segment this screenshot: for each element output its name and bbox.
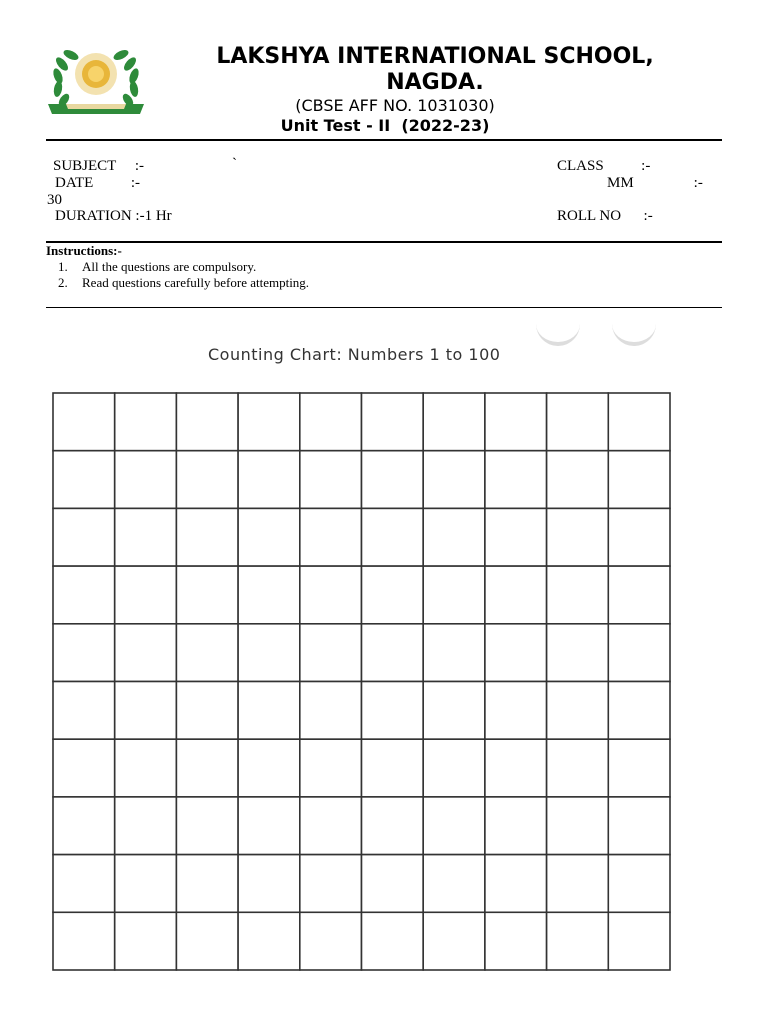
grid-cell (300, 451, 362, 509)
grid-cell (300, 855, 362, 913)
grid-cell (115, 682, 177, 740)
grid-cell (176, 393, 238, 451)
grid-cell (53, 682, 115, 740)
grid-cell (115, 624, 177, 682)
grid-cell (547, 566, 609, 624)
grid-cell (547, 451, 609, 509)
instruction-item (58, 259, 309, 275)
grid-cell (53, 624, 115, 682)
grid-cell (300, 682, 362, 740)
grid-cell (608, 451, 670, 509)
grid-cell (362, 451, 424, 509)
grid-cell (608, 797, 670, 855)
instructions-list (58, 259, 309, 291)
grid-cell (300, 797, 362, 855)
grid-cell (423, 393, 485, 451)
grid-cell (485, 797, 547, 855)
grid-cell (115, 797, 177, 855)
grid-cell (300, 393, 362, 451)
grid-cell (362, 855, 424, 913)
grid-cell (300, 566, 362, 624)
grid-cell (547, 393, 609, 451)
grid-cell (176, 912, 238, 970)
max-marks-value: 30 (47, 192, 62, 208)
grid-cell (423, 451, 485, 509)
grid-cell (547, 508, 609, 566)
instruction-item (58, 275, 309, 291)
grid-cell (485, 508, 547, 566)
grid-cell (423, 566, 485, 624)
instruction-number: 1. (58, 259, 68, 274)
grid-cell (608, 566, 670, 624)
grid-cell (362, 508, 424, 566)
grid-cell (608, 624, 670, 682)
grid-cell (485, 624, 547, 682)
grid-cell (300, 624, 362, 682)
grid-cell (238, 393, 300, 451)
grid-cell (423, 739, 485, 797)
grid-cell (238, 682, 300, 740)
grid-cell (238, 912, 300, 970)
grid-cell (423, 508, 485, 566)
grid-cell (608, 393, 670, 451)
grid-cell (485, 739, 547, 797)
counting-chart-grid (52, 392, 671, 971)
grid-cell (608, 682, 670, 740)
grid-cell (300, 739, 362, 797)
grid-cell (485, 393, 547, 451)
grid-cell (362, 912, 424, 970)
instruction-text: Read questions carefully before attempting. (82, 275, 310, 290)
grid-cell (362, 739, 424, 797)
grid-cell (485, 566, 547, 624)
grid-cell (53, 393, 115, 451)
school-emblem-icon (44, 46, 148, 116)
grid-cell (547, 739, 609, 797)
grid-cell (238, 624, 300, 682)
class-field: CLASS :- (557, 158, 651, 174)
counting-chart-title: Counting Chart: Numbers 1 to 100 (208, 345, 501, 364)
duration-field: DURATION :-1 Hr (55, 208, 172, 224)
grid-cell (608, 855, 670, 913)
grid-cell (53, 508, 115, 566)
grid-cell (547, 624, 609, 682)
grid-cell (485, 855, 547, 913)
grid-cell (176, 739, 238, 797)
grid-cell (176, 624, 238, 682)
instructions-title: Instructions:- (46, 243, 122, 258)
fields-divider (46, 241, 722, 243)
grid-cell (53, 797, 115, 855)
grid-cell (547, 912, 609, 970)
school-name: LAKSHYA INTERNATIONAL SCHOOL, NAGDA. (216, 44, 654, 95)
grid-cell (115, 451, 177, 509)
grid-cell (115, 566, 177, 624)
grid-cell (423, 797, 485, 855)
grid-cell (176, 451, 238, 509)
grid-cell (115, 393, 177, 451)
grid-cell (115, 912, 177, 970)
grid-cell (53, 566, 115, 624)
instructions-divider (46, 307, 722, 308)
instruction-text: All the questions are compulsory. (82, 259, 257, 274)
grid-cell (238, 797, 300, 855)
grid-cell (423, 682, 485, 740)
grid-cell (547, 682, 609, 740)
grid-cell (547, 855, 609, 913)
roll-no-field: ROLL NO :- (557, 208, 653, 224)
grid-cell (300, 912, 362, 970)
grid-cell (53, 912, 115, 970)
grid-cell (238, 451, 300, 509)
grid-cell (423, 912, 485, 970)
grid-cell (53, 739, 115, 797)
grid-cell (362, 566, 424, 624)
grid-cell (362, 682, 424, 740)
grid-cell (115, 739, 177, 797)
grid-cell (176, 566, 238, 624)
decorative-arc (536, 324, 580, 346)
grid-cell (362, 797, 424, 855)
stray-mark: ` (232, 156, 237, 172)
grid-cell (362, 393, 424, 451)
test-title: Unit Test - II (2022-23) (280, 116, 490, 135)
grid-cell (485, 912, 547, 970)
max-marks-field: MM :- (607, 175, 703, 191)
subject-field: SUBJECT :- (53, 158, 144, 174)
decorative-arc (612, 324, 656, 346)
grid-cell (300, 508, 362, 566)
grid-cell (176, 855, 238, 913)
grid-cell (176, 682, 238, 740)
grid-cell (53, 855, 115, 913)
grid-cell (115, 855, 177, 913)
grid-cell (362, 624, 424, 682)
grid-cell (53, 451, 115, 509)
grid-cell (608, 508, 670, 566)
grid-cell (176, 797, 238, 855)
grid-cell (608, 739, 670, 797)
grid-cell (115, 508, 177, 566)
grid-cell (423, 855, 485, 913)
grid-cell (485, 682, 547, 740)
grid-cell (238, 855, 300, 913)
grid-cell (423, 624, 485, 682)
instruction-number: 2. (58, 275, 68, 290)
affiliation-number: (CBSE AFF NO. 1031030) (295, 96, 495, 115)
grid-cell (608, 912, 670, 970)
grid-cell (238, 739, 300, 797)
grid-cell (547, 797, 609, 855)
grid-cell (176, 508, 238, 566)
grid-cell (238, 566, 300, 624)
grid-cell (238, 508, 300, 566)
date-field: DATE :- (55, 175, 140, 191)
grid-cell (485, 451, 547, 509)
header-divider (46, 139, 722, 141)
